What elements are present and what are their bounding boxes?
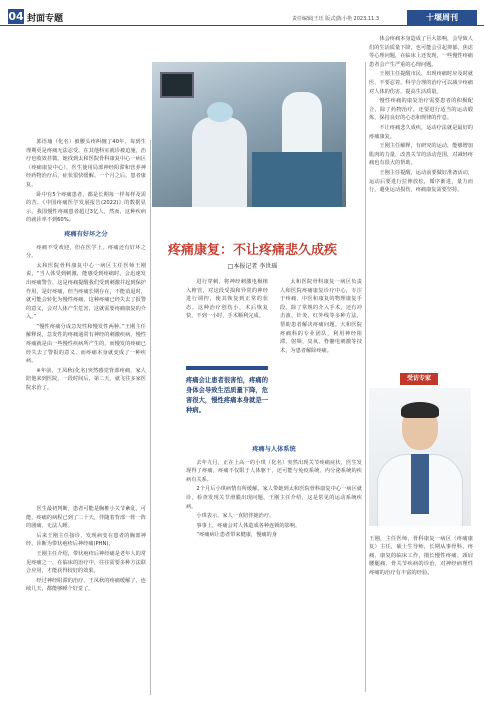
paragraph: 不让疼痛悲久成疾，运动疗法就是最好的疼痛康复。 bbox=[369, 124, 473, 140]
paragraph: 太和医院骨科康复一病区负责人和医院疼痛康复诊疗中心，专注于疼痛、中医和康复的物理康复手段。除了常规的介入手术，还有冲击波、针灸、红外线等多种方法，帮助患者解决疼痛问题。大和医院疼痛科的专业团队，利用神经阻滞、射频、臭氧、脊髓电刺激等技术，为患者解除疼痛。 bbox=[280, 279, 362, 354]
subheading: 疼痛有好坏之分 bbox=[64, 230, 108, 238]
paragraph: ※年前，王凤秋(化名)突然感觉背部疼痛，家人陪他来到医院，一段时间后，第二天，就飞往多家医院求治了。 bbox=[26, 367, 146, 392]
paragraph: 慢性疼痛的康复治疗需要患者的积极配合，除了药物治疗，还要进行适当的运动锻炼，保持良好的心态和规律的作息。 bbox=[369, 98, 473, 122]
paragraph: 王刚主任提醒，运动前要做好准备活动，运动后要进行拉伸放松，循序渐进，量力而行，避免运动损伤，疼痛康复需要坚持。 bbox=[369, 169, 473, 194]
paragraph: 郭语瑜（化名）被腰头疼纠缠了40年，每到生理期更是疼痛无法忍受。在其他科室就诊被迫施，治疗也收效甚微。她找到太和医院骨科康复中心一病区（疼痛康复中心），医生使用局部神经阻滞和营养神经药物治疗后，症状很快缓解。一个月之后，患者康复。 bbox=[26, 139, 146, 188]
expert-label: 受访专家 bbox=[400, 373, 438, 385]
paragraph: 卧中有5个疼痛患者，都是长期每一样每样及需的苦。《中国疼痛医学发展报告(2022)》的数据显示，我国慢性疼痛患者超过3亿人，然而，这种疾病的就诊率不到60%。 bbox=[26, 191, 146, 224]
shirt-tie bbox=[411, 454, 429, 514]
masthead: 十堰周刊 bbox=[407, 10, 477, 25]
surgical-mask bbox=[207, 102, 233, 122]
column-1-bottom bbox=[26, 505, 146, 595]
paragraph: 后来王刚主任接诊，发现病变在患者的胸部神经，诊断为带状疱疹后神经痛(PHN)。 bbox=[26, 532, 146, 548]
column-divider bbox=[365, 62, 366, 692]
paragraph: 事事上，疼痛会对人体造成各种连锁的影响。 bbox=[196, 522, 301, 529]
pull-quote-bar bbox=[186, 366, 268, 370]
doctor-figure-2 bbox=[282, 92, 322, 152]
article-photo bbox=[152, 62, 346, 207]
page-number: 04 bbox=[8, 10, 24, 23]
paragraph: “慢性疼痛分成急发性和慢发性两种。”王刚主任解释说，急发性的疼痛通常有神经的刺激疾病，慢性疼痛就是由一些慢性疾病所产生的，而慢发的疼痛已经失去了警报的意义，而疼痛本身就变成了一种疾病。 bbox=[26, 323, 146, 365]
page-header bbox=[0, 0, 484, 26]
paragraph: 王刚主任解释，有研究的运动，能够增加肌肉的力量，改善关节的活动范围，对减轻疼痛也有很大的帮助。 bbox=[369, 143, 473, 167]
column-2-top bbox=[186, 278, 268, 322]
doctor-figure bbox=[192, 117, 247, 207]
paragraph: 太和医院骨科康复中心一病区主任医师王刚说，“当人体受到刺激，能感受到疼痛时，会迅速发出疼痛警告，这是疼痛提醒我们受到刺激并起到保护作用，是好疼痛，但当疼痛长期存在，不能消退时，就可能会转化为慢性疼痛，这种疼痛已经失去了报警的意义，会对人体产生危害，这就需要疼痛康复的介入。” bbox=[26, 262, 146, 321]
hair bbox=[401, 402, 439, 418]
paragraph: 2个月后小琪病情有所缓解。家人带她到太和医院骨科康复中心一病区就诊，检查发现关节滑膜出现问题，王刚主任介绍，这是常见的运动系统疾病。 bbox=[186, 486, 362, 510]
paragraph: 疼痛不受欢迎，但在医学上，疼痛还有好坏之分。 bbox=[26, 244, 146, 260]
paragraph: 去年九月，正在上高一的小琪（化名）突然出现关节疼痛症状，医生发现得了疼痛。疼痛不仅限于人体躯干，还可能与免疫系统、内分泌系统的疾病有关系。 bbox=[186, 459, 362, 483]
expert-portrait bbox=[369, 388, 471, 526]
section-title: 封面专题 bbox=[27, 14, 64, 24]
paragraph: 王刚主任提醒市民，出现疼痛时应及时就医，不要忍着。科学合理的治疗可以减少疼痛对人体的伤害，提高生活质量。 bbox=[369, 71, 473, 95]
paragraph: 进行穿刺，将神经刺激电极植入椎管，对这段受损和异常的神经进行调控，使其恢复到正常的状态。这种治疗创伤小，术后恢复快，不到一小时，手术顺利完成。 bbox=[186, 279, 268, 320]
column-4 bbox=[369, 35, 473, 196]
column-2-bottom bbox=[186, 440, 362, 541]
editor-credits: 责任编辑|王珏 版式|陈小艳 2023.11.3 bbox=[292, 16, 379, 22]
column-1 bbox=[26, 138, 146, 394]
paragraph: “疼痛病让患者带来健康，慢痛的身 bbox=[196, 532, 277, 539]
paragraph: 经过神经阻滞的治疗，王凤秋的疼痛缓解了，连续几天，都能够睡个好觉了。 bbox=[26, 577, 146, 593]
paragraph: 小琪表示，家人一直陪伴她治疗。 bbox=[196, 513, 275, 520]
column-3 bbox=[280, 278, 362, 356]
monitor-shape bbox=[160, 72, 194, 98]
column-divider bbox=[150, 140, 151, 695]
paragraph: 体会疼痛本身造成了巨大影响，会导致人们的生活质量下降，也可能会引起抑郁、焦虑等心理问题，在临床上还发现，一些慢性疼痛患者会产生严重的心理问题。 bbox=[369, 36, 473, 68]
subheading: 疼痛与人体系统 bbox=[252, 446, 296, 453]
paragraph: 王刚主任介绍，带状疱疹后神经痛是老年人的常见疼痛之一，在临床的治疗中，往往需要多种方法联合应用，才能获得较好的效果。 bbox=[26, 550, 146, 575]
byline: □本报记者 李世瑶 bbox=[227, 263, 278, 270]
article-title: 疼痛康复：不让疼痛悲久成疾 bbox=[167, 243, 337, 258]
patient-bed bbox=[252, 152, 342, 207]
expert-caption: 王刚，主任医师，骨科康复一病区（疼痛康复）主任，硕士生导师，长期从事骨科、疼痛、康复的临床工作，擅长慢性疼痛、颈肩腰腿痛、骨关节疾病的诊治，对神经病理性疼痛的治疗有丰富的经验。 bbox=[369, 536, 473, 576]
pull-quote: 疼痛会让患者很害怕，疼痛的身体会导致生活质量下降，危害很大，慢性疼痛本身就是一种病。 bbox=[186, 377, 268, 414]
paragraph: 医生最初判断，患者可能是胸椎小关节紊乱，可能，疼痛的病程已到了二十天，伴随着背部一阵一阵的剧痛，无法人睡。 bbox=[26, 506, 146, 530]
